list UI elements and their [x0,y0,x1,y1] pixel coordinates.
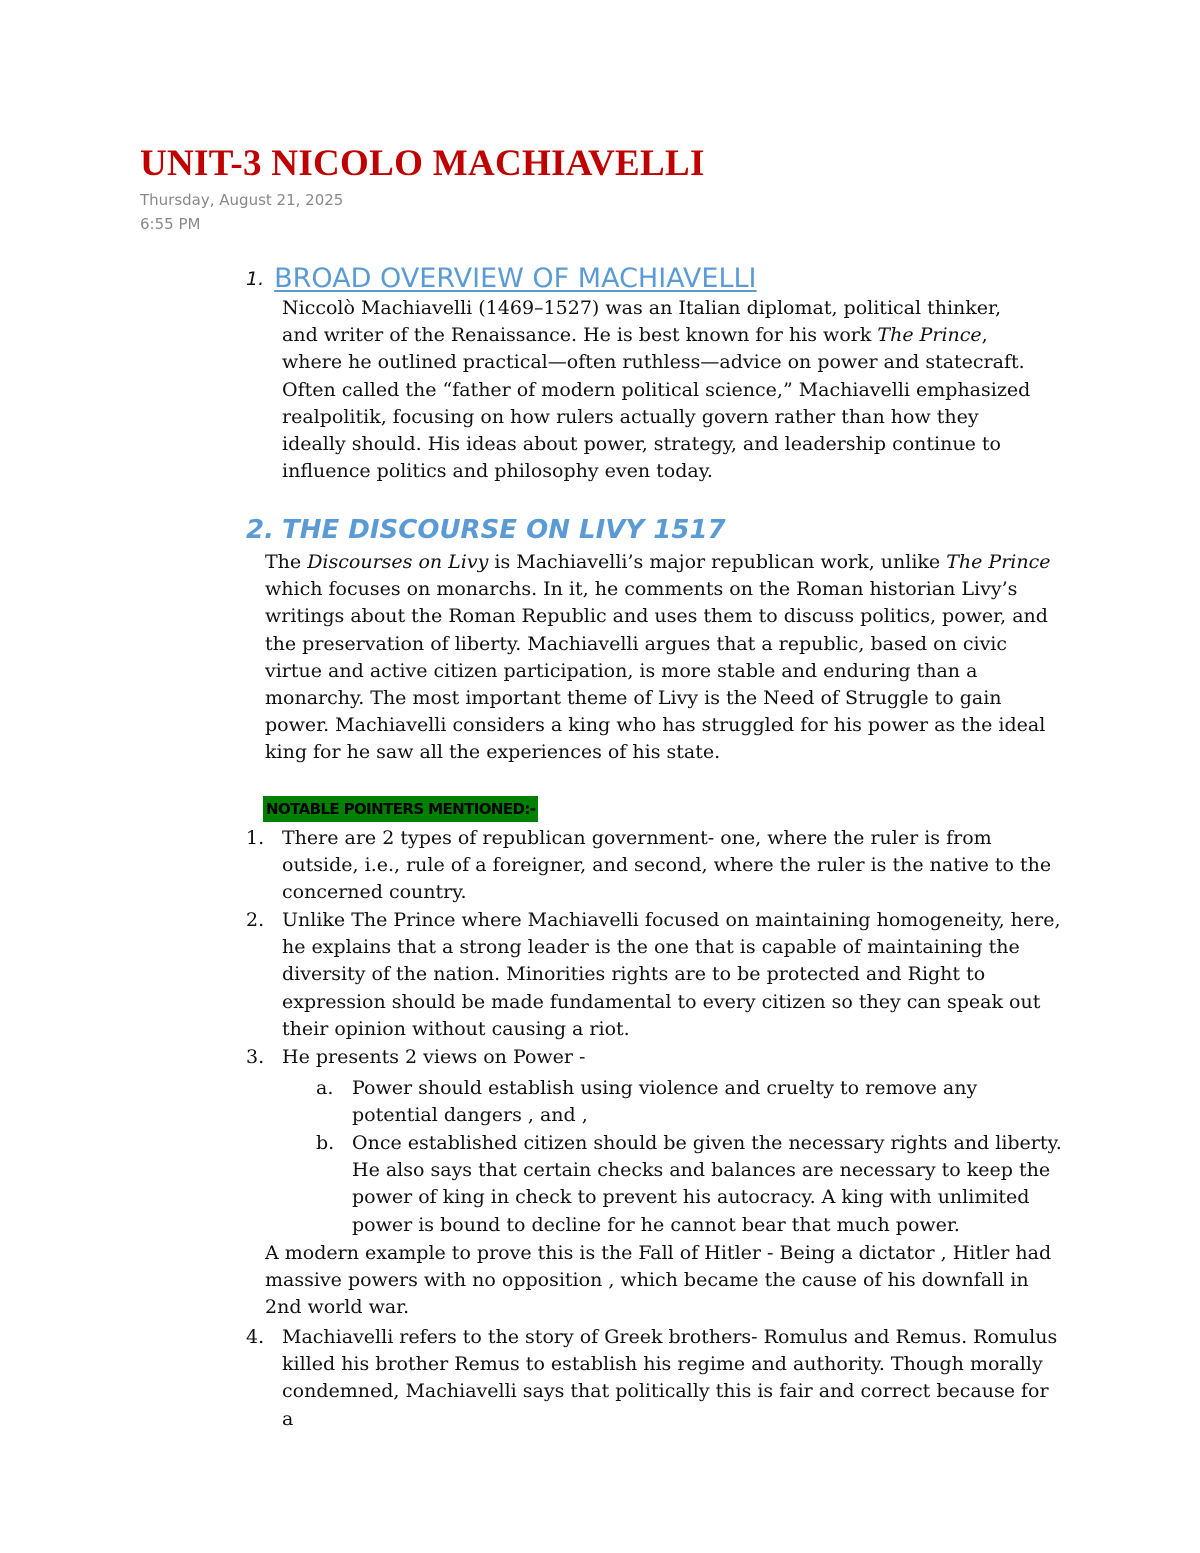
list-item [246,1044,1062,1071]
page-title: UNIT-3 NICOLO MACHIAVELLI [140,143,705,184]
section-2-title: THE DISCOURSE ON LIVY 1517 [281,515,726,545]
section-2-italic-prince: The Prince [946,551,1051,573]
section-2-paragraph [265,549,1065,767]
sub-list-item-text: Once established citizen should be given the necessary rights and liberty. He also says that certain checks and balances are necessary to keep the power of king in check to prevent his autocracy. A king with unlimited power is bound to decline for he cannot bear that much power. [352,1132,1062,1236]
section-1-italic-prince: The Prince [877,324,982,347]
sub-list-item [316,1075,1067,1129]
sub-list-marker: b. [316,1132,335,1154]
sub-list-item [316,1130,1067,1239]
list-item-text: Machiavelli refers to the story of Greek brothers- Romulus and Remus. Romulus killed his brother Remus to establish his regime and authority. Though morally condemned, Machiavelli says that politically this is fair and correct because for a [282,1326,1058,1430]
notable-pointers-label: NOTABLE POINTERS MENTIONED:- [263,796,538,822]
section-2-italic-discourses: Discourses on Livy [307,551,489,573]
list-item-text: There are 2 types of republican government- one, where the ruler is from outside, i.e., rule of a foreigner, and second, where the ruler is the native to the concerned country. [282,827,1052,904]
sub-list-marker: a. [316,1077,334,1099]
modern-example-paragraph: A modern example to prove this is the Fall of Hitler - Being a dictator , Hitler had massive powers with no opposition , which became the cause of his downfall in 2nd world war. [265,1242,1052,1319]
section-2-text-c: which focuses on monarchs. In it, he comments on the Roman historian Livy’s writings about the Roman Republic and uses them to discuss politics, power, and the preservation of liberty. Machiavelli argues that a republic, based on civic virtue and active citizen participation, is more stable and enduring than a monarchy. The most important theme of Livy is the Need of Struggle to gain power. Machiavelli considers a king who has struggled for his power as the ideal king for he saw all the experiences of his state. [265,578,1048,764]
list-item-text: He presents 2 views on Power - [282,1046,586,1068]
list-item-text: Unlike The Prince where Machiavelli focused on maintaining homogeneity, here, he explains that a strong leader is the one that is capable of maintaining the diversity of the nation. Minorities rights are to be protected and Right to expression should be made fundamental to every citizen so they can speak out their opinion without causing a riot. [282,909,1061,1040]
list-item [246,907,1062,1043]
section-2-number: 2. [246,515,274,545]
note-date: Thursday, August 21, 2025 [140,191,344,209]
section-1-title: BROAD OVERVIEW OF MACHIAVELLI [274,263,757,294]
list-item [246,1324,1062,1433]
list-marker: 1. [246,827,265,849]
section-1-text-b: , where he outlined practical—often ruthless—advice on power and statecraft. Often called the “father of modern political science,” Machiavelli emphasized realpolitik, focusing on how rulers actually govern rather than how they ideally should. His ideas about power, strategy, and leadership continue to influence politics and philosophy even today. [282,324,1031,483]
section-2-text-b: is Machiavelli’s major republican work, unlike [488,551,947,573]
note-time: 6:55 PM [140,215,201,233]
section-1-text-a: Niccolò Machiavelli (1469–1527) was an Italian diplomat, political thinker, and writer of the Renaissance. He is best known for his work [282,297,1002,347]
section-1-number: 1. [246,268,265,290]
list-marker: 3. [246,1046,265,1068]
section-1-paragraph [282,295,1042,485]
list-marker: 4. [246,1326,265,1348]
section-2-heading [246,515,726,545]
sub-list-item-text: Power should establish using violence and cruelty to remove any potential dangers , and , [352,1077,978,1127]
section-2-text-a: The [265,551,308,573]
list-marker: 2. [246,909,265,931]
section-1-heading [246,263,757,294]
list-item [246,825,1062,907]
